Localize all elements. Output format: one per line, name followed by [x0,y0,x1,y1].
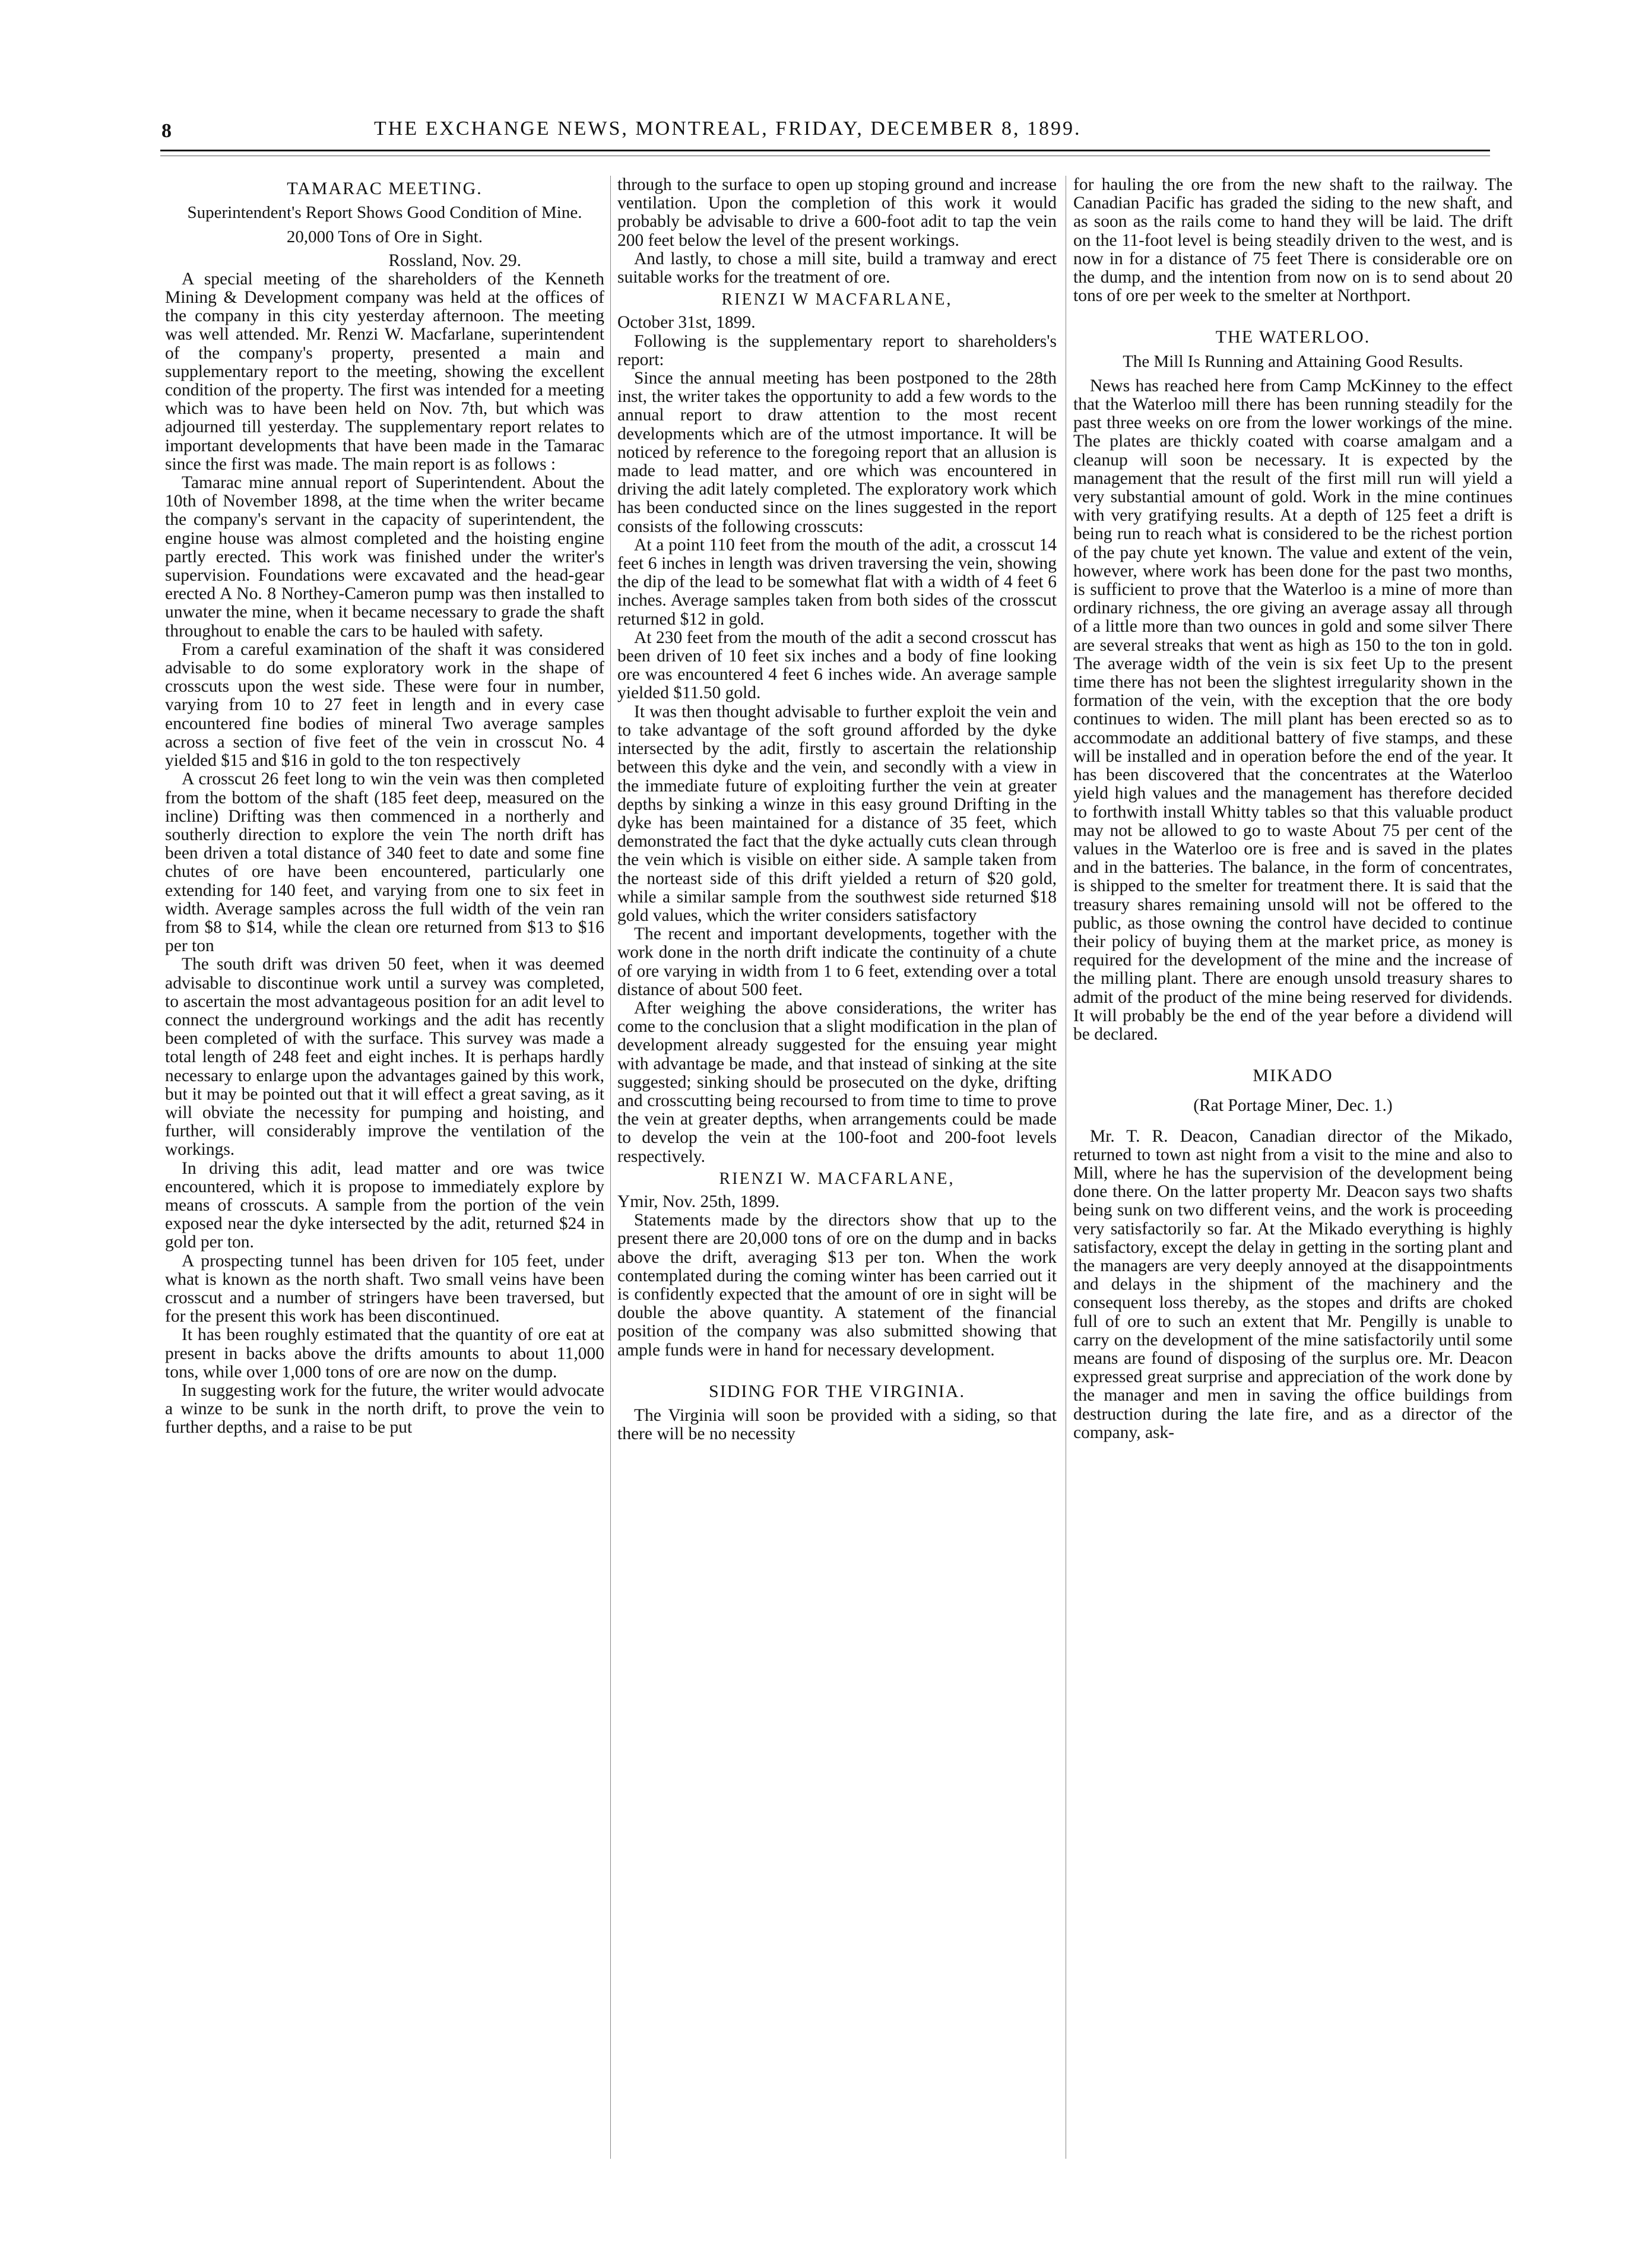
paragraph: At 230 feet from the mouth of the adit a second crosscut has been driven of 10 feet six inches and a body of fine looking ore was encountered 4 feet 6 inches wide. An average sample yielded $11.50 gold. [617,628,1057,703]
column-1 [165,176,604,1437]
article-headline: TAMARAC MEETING. [287,179,483,198]
paragraph: Tamarac mine annual report of Superintendent. About the 10th of November 1898, at the time when the writer became the company's servant in the capacity of superintendent, the engine house was almost completed and the hoisting engine partly erected. This work was finished under the writer's supervision. Foundations were excavated and the head-gear erected A No. 8 Northey-Cameron pump was then installed to unwater the mine, when it became necessary to grade the shaft throughout to enable the cars to be hauled with safety. [165,473,604,641]
masthead-rule [160,150,1490,151]
column-divider [610,176,611,2159]
article-subhead: 20,000 Tons of Ore in Sight. [286,227,483,247]
paragraph: News has reached here from Camp McKinney to the effect that the Waterloo mill there has been running steadily for the past three weeks on ore from the lower workings of the mine. The plates are thickly coated with coarse amalgam and a cleanup will soon be necessary. It is expected by the management that the result of the first mill run will yield a very substantial amount of gold. Work in the mine continues with very gratifying results. At a depth of 125 feet a drift is being run to reach what is considered to be the richest portion of the pay chute yet known. The value and extent of the vein, however, where work has been done for the past two months, is sufficient to prove that the Waterloo is a mine of more than ordinary richness, the ore giving an average assay all through of a little more than two ounces in gold and some silver There are several streaks that went as high as 150 to the ton in gold. The average width of the vein is six feet Up to the present time there has not been the slightest irregularity shown in the formation of the vein, with the exception that the ore body continues to widen. The mill plant has been erected so as to accommodate an additional battery of five stamps, and these will be installed and in operation before the end of the year. It has been discovered that the concentrates at the Waterloo yield high values and the management has therefore decided to forthwith install Whitty tables so that this valuable product may not be allowed to go to waste About 75 per cent of the values in the Waterloo ore is free and is saved in the plates and in the batteries. The balance, in the form of concentrates, is shipped to the smelter for treatment there. It is said that the treasury shares remaining unsold will not be offered to the public, as those owning the control have decided to continue their policy of buying them at the market price, as money is required for the development of the mine and the increase of the milling plant. There are enough unsold treasury shares to admit of the product of the mine being reserved for dividends. It will probably be the end of the year before a dividend will be declared. [1073,376,1513,1044]
paragraph: Since the annual meeting has been postponed to the 28th inst, the writer takes the opportunity to add a few words to the annual report to draw attention to the most recent developments which are of the utmost importance. It will be noticed by reference to the foregoing report that an allusion is made to lead matter, and ore which was encountered in driving the adit lately completed. The exploratory work which has been conducted since on the lines suggested in the report consists of the following crosscuts: [617,369,1057,536]
date-line: October 31st, 1899. [617,313,756,332]
article-headline: SIDING FOR THE VIRGINIA. [709,1381,965,1401]
paragraph: The Virginia will soon be provided with a siding, so that there will be no necessity [617,1406,1057,1444]
page-number: 8 [161,120,172,142]
paragraph: From a careful examination of the shaft it was considered advisable to do some exploratory work in the shape of crosscuts upon the west side. These were four in number, varying from 10 to 27 feet in length and in every case encountered fine bodies of mineral Two average samples across a section of five feet of the vein in crosscut No. 4 yielded $15 and $16 in gold to the ton respectively [165,639,604,771]
masthead-title: THE EXCHANGE NEWS, MONTREAL, FRIDAY, DECEMBER 8, 1899. [374,118,1082,140]
paragraph: A crosscut 26 feet long to win the vein was then completed from the bottom of the shaft (185 feet deep, measured on the incline) Drifting was then commenced in a northerly and southerly direction to explore the vein The north drift has been driven a total distance of 340 feet to date and some fine chutes of ore have been encountered, particularly one extending for 140 feet, and varying from one to six feet in width. Average samples across the full width of the vein ran from $8 to $14, while the clean ore returned from $13 to $16 per ton [165,769,604,956]
signature: RIENZI W. MACFARLANE, [719,1169,955,1188]
paragraph: Following is the supplementary report to shareholders's report: [617,331,1057,369]
paragraph: After weighing the above considerations, the writer has come to the conclusion that a slight modification in the plan of development already suggested for the ensuing year might with advantage be made, and that instead of sinking at the site suggested; sinking should be prosecuted on the dyke, drifting and crosscutting being recoursed to from time to time to prove the vein at greater depths, when arrangements could be made to develop the vein at the 100-foot and 200-foot levels respectively. [617,998,1057,1166]
paragraph: In suggesting work for the future, the writer would advocate a winze to be sunk in the north drift, to prove the vein to further depths, and a raise to be put [165,1381,604,1437]
paragraph: The recent and important developments, together with the work done in the north drift indicate the continuity of a chute of ore varying in width from 1 to 6 feet, extending over a total distance of about 500 feet. [617,924,1057,999]
paragraph: It was then thought advisable to further exploit the vein and to take advantage of the soft ground afforded by the dyke intersected by the adit, firstly to ascertain the relationship between this dyke and the vein, and secondly with a view in the immediate future of exploiting further the vein at greater depths by sinking a winze in this easy ground Drifting in the dyke has been maintained for a distance of 35 feet, which demonstrated the fact that the dyke actually cuts clean through the vein which is visible on either side. A sample taken from the norteast side of this drift yielded a return of $20 gold, while a similar sample from the southwest side returned $18 gold values, which the writer considers satisfactory [617,702,1057,925]
paragraph: And lastly, to chose a mill site, build a tramway and erect suitable works for the treatment of ore. [617,249,1057,287]
column-2 [617,176,1057,1443]
paragraph: Statements made by the directors show that up to the present there are 20,000 tons of ore on the dump and in backs above the drift, averaging $13 per ton. When the work contemplated during the coming winter has been carried out it is confidently expected that the amount of ore in sight will be double the above quantity. A statement of the financial position of the company was also submitted showing that ample funds were in hand for necessary development. [617,1211,1057,1360]
article-headline: MIKADO [1253,1066,1333,1086]
paragraph: Mr. T. R. Deacon, Canadian director of the Mikado, returned to town ast night from a visit to the mine and also to Mill, where he has the supervision of the development being done there. On the latter property Mr. Deacon says two shafts being sunk on two different veins, and the work is proceeding very satisfactorily so far. At the Mikado everything is highly satisfactory, except the delay in getting in the sorting plant and the managers are very deeply annoyed at the disappointments and delays in the shipment of the machinery and the consequent loss thereby, as the stopes and drifts are choked full of ore to such an extent that Mr. Pengilly is unable to carry on the development of the mine satisfactorily until some means are found of disposing of the surplus ore. Mr. Deacon expressed great surprise and appreciation of the work done by the manager and men in saving the office buildings from destruction during the late fire, and as a director of the company, ask- [1073,1126,1513,1442]
signature: RIENZI W MACFARLANE, [721,290,953,309]
paragraph: through to the surface to open up stoping ground and increase ventilation. Upon the completion of this work it would probably be advisable to drive a 600-foot adit to tap the vein 200 feet below the level of the present workings. [617,175,1057,250]
paragraph: A special meeting of the shareholders of the Kenneth Mining & Development company was held at the offices of the company in this city yesterday afternoon. The meeting was well attended. Mr. Renzi W. Macfarlane, superintendent of the company's property, presented a main and supplementary report to the meeting, showing the excellent condition of the property. The first was intended for a meeting which was to have been held on Nov. 7th, but which was adjourned till yesterday. The supplementary report relates to important developments that have been made in the Tamarac since the first was made. The main report is as follows : [165,269,604,474]
paragraph: for hauling the ore from the new shaft to the railway. The Canadian Pacific has graded the siding to the new shaft, and as soon as the rails come to hand they will be laid. The drift on the 11-foot level is being steadily driven to the west, and is now in for a distance of 75 feet There is considerable ore on the dump, and the intention from now on is to send about 20 tons of ore per week to the smelter at Northport. [1073,175,1513,306]
paragraph: The south drift was driven 50 feet, when it was deemed advisable to discontinue work until a survey was completed, to ascertain the most advantageous position for an adit level to connect the underground workings and the adit has recently been completed of with the surface. This survey was made a total length of 248 feet and eight inches. It is perhaps hardly necessary to enlarge upon the advantages gained by this work, but it may be pointed out that it will effect a great saving, as it will obviate the necessity for pumping and hoisting, and further, will considerably improve the ventilation of the workings. [165,955,604,1160]
article-subhead: Superintendent's Report Shows Good Condition of Mine. [187,203,582,223]
masthead [160,114,1490,144]
paragraph: At a point 110 feet from the mouth of the adit, a crosscut 14 feet 6 inches in length was driven traversing the vein, showing the dip of the lead to be somewhat flat with a width of 4 feet 6 inches. Average samples taken from both sides of the crosscut returned $12 in gold. [617,535,1057,629]
dateline: Rossland, Nov. 29. [388,251,521,270]
article-source: (Rat Portage Miner, Dec. 1.) [1193,1096,1393,1116]
paragraph: In driving this adit, lead matter and ore was twice encountered, which it is propose to immediately explore by means of crosscuts. A sample from the portion of the vein exposed near the dyke intersected by the adit, returned $24 in gold per ton. [165,1158,604,1252]
column-3 [1073,176,1513,1442]
paragraph: A prospecting tunnel has been driven for 105 feet, under what is known as the north shaft. Two small veins have been crosscut and a number of stringers have been traversed, but for the present this work has been discontinued. [165,1251,604,1326]
paragraph: It has been roughly estimated that the quantity of ore eat at present in backs above the drifts amounts to about 11,000 tons, while over 1,000 tons of ore are now on the dump. [165,1325,604,1382]
article-headline: THE WATERLOO. [1215,327,1371,347]
article-subhead: The Mill Is Running and Attaining Good Results. [1123,351,1463,371]
date-line: Ymir, Nov. 25th, 1899. [617,1192,780,1211]
